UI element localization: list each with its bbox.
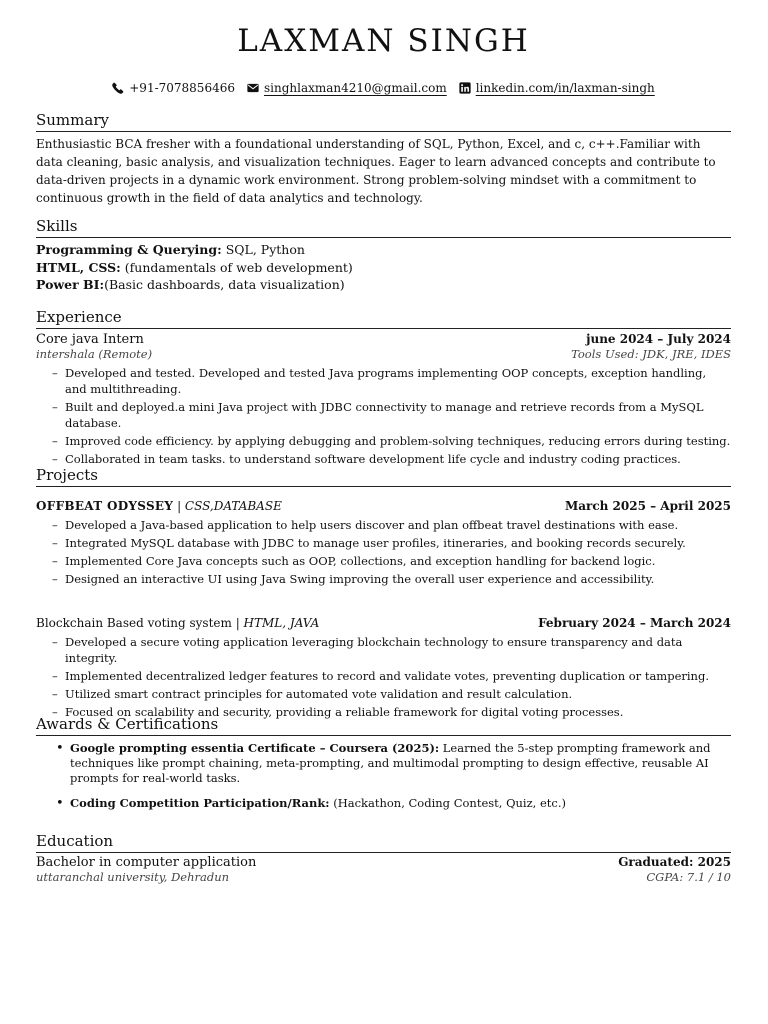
skill-label: Power BI: <box>36 277 105 292</box>
project-dates: February 2024 – March 2024 <box>538 616 731 630</box>
email-contact[interactable] <box>247 81 447 95</box>
list-item: – Focused on scalability and security, providing a reliable framework for digital voting processes. <box>65 704 731 720</box>
list-item: – Developed a secure voting application leveraging blockchain technology to ensure transparency and data integrity. <box>65 634 731 666</box>
skill-value: (fundamentals of web development) <box>120 259 353 275</box>
list-item: – Collaborated in team tasks. to understand software development life cycle and industry coding practices. <box>65 451 731 467</box>
skill-label: Programming & Querying: <box>36 242 222 257</box>
list-item: – Integrated MySQL database with JDBC to manage user profiles, itineraries, and booking records securely. <box>65 535 731 551</box>
awards-heading: Awards & Certifications <box>36 715 731 736</box>
job-tools: Tools Used: JDK, JRE, IDES <box>571 347 731 361</box>
list-item: – Developed and tested. Developed and tested Java programs implementing OOP concepts, exception handling, and multithreading. <box>65 365 731 397</box>
award-label: Coding Competition Participation/Rank: <box>70 796 330 810</box>
award-text: (Hackathon, Coding Contest, Quiz, etc.) <box>329 796 566 810</box>
experience-section <box>36 308 731 469</box>
candidate-name: LAXMAN SINGH <box>237 23 530 59</box>
skill-item <box>36 276 731 294</box>
skill-value: SQL, Python <box>221 242 305 257</box>
education-section <box>36 832 731 884</box>
skills-section <box>36 217 731 294</box>
list-item: – Designed an interactive UI using Java Swing improving the overall user experience and accessibility. <box>65 571 731 587</box>
phone-number: +91-7078856466 <box>129 81 235 95</box>
skill-item <box>36 241 731 259</box>
linkedin-icon <box>459 82 471 94</box>
skill-label: HTML, CSS: <box>36 259 121 275</box>
phone-icon <box>112 82 124 94</box>
project-dates: March 2025 – April 2025 <box>564 499 731 513</box>
project-bullets <box>36 517 731 587</box>
project-title <box>36 616 319 630</box>
project-tech: CSS,DATABASE <box>184 499 282 513</box>
envelope-icon <box>247 82 259 94</box>
list-item <box>70 741 731 786</box>
summary-heading: Summary <box>36 111 731 132</box>
project-entry <box>36 499 731 589</box>
list-item: – Built and deployed.a mini Java project with JDBC connectivity to manage and retrieve records from a MySQL database. <box>65 399 731 431</box>
email-link[interactable]: singhlaxman4210@gmail.com <box>263 81 447 95</box>
project-bullets <box>36 634 731 720</box>
projects-section <box>36 466 731 487</box>
linkedin-contact[interactable] <box>459 81 655 95</box>
list-item: – Implemented decentralized ledger features to record and validate votes, preventing duplication or tampering. <box>65 668 731 684</box>
list-item: – Implemented Core Java concepts such as OOP, collections, and exception handling for backend logic. <box>65 553 731 569</box>
resume-page <box>36 0 731 884</box>
experience-heading: Experience <box>36 308 731 329</box>
skills-heading: Skills <box>36 217 731 238</box>
skill-item <box>36 259 731 277</box>
job-dates: june 2024 – July 2024 <box>586 332 731 346</box>
job-role: Core java Intern <box>36 332 144 347</box>
project-tech: HTML, JAVA <box>243 616 320 630</box>
awards-section <box>36 715 731 821</box>
degree-name: Bachelor in computer application <box>36 855 257 870</box>
list-item: – Improved code efficiency. by applying debugging and problem-solving techniques, reducing errors during testing. <box>65 433 731 449</box>
project-separator: | <box>231 616 244 630</box>
award-label: Google prompting essentia Certificate – Coursera (2025): <box>70 741 440 755</box>
skill-value: (Basic dashboards, data visualization) <box>104 277 345 292</box>
projects-heading: Projects <box>36 466 731 487</box>
project-title <box>36 499 282 513</box>
project-name: Blockchain Based voting system <box>36 616 232 630</box>
linkedin-link[interactable]: linkedin.com/in/laxman-singh <box>475 81 655 95</box>
list-item: – Utilized smart contract principles for automated vote validation and result calculation. <box>65 686 731 702</box>
contact-bar <box>36 79 731 97</box>
project-entry <box>36 616 731 722</box>
job-company: intershala (Remote) <box>36 347 153 361</box>
list-item: – Developed a Java-based application to help users discover and plan offbeat travel destinations with ease. <box>65 517 731 533</box>
project-name: OFFBEAT ODYSSEY <box>36 499 174 513</box>
experience-bullets <box>36 365 731 467</box>
school-name: uttaranchal university, Dehradun <box>36 870 230 884</box>
phone-contact <box>112 81 235 95</box>
summary-section <box>36 111 731 207</box>
project-separator: | <box>173 499 185 513</box>
summary-text: Enthusiastic BCA fresher with a foundational understanding of SQL, Python, Excel, and c, c++.Familiar with data cleaning, basic analysis, and visualization techniques. Eager to learn advanced concepts and contribute to data-driven projects in a dynamic work environment. Strong problem-solving mindset with a commitment to continuous growth in the field of data analytics and technology. <box>36 137 716 205</box>
cgpa: CGPA: 7.1 / 10 <box>646 870 731 884</box>
education-heading: Education <box>36 832 731 853</box>
graduation-year: Graduated: 2025 <box>618 855 731 869</box>
awards-list <box>36 741 731 811</box>
list-item <box>70 796 731 811</box>
award-text: Learned the 5-step prompting framework and techniques like prompt chaining, meta-prompting, and multimodal prompting to design effective, reusable AI prompts for real-world tasks. <box>70 741 711 785</box>
